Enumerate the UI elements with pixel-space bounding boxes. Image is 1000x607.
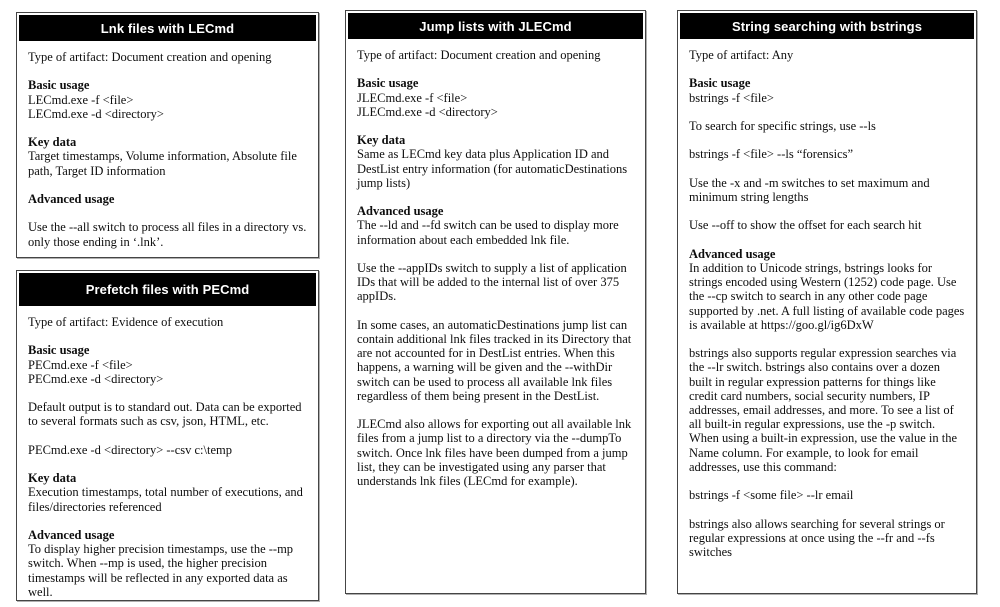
- text-block: [357, 133, 635, 190]
- text-block: [28, 400, 308, 428]
- text-block: [689, 147, 966, 161]
- panel-prefetch-pecmd: [16, 270, 319, 601]
- text-line: bstrings also supports regular expression searches via the --lr switch. bstrings also contains over a dozen built in regular expression patterns for things like credit card numbers, social security numbers, IP addresses, email addresses, and more. To see a list of all built-in regular expressions, use the -p switch. When using a built-in expression, use the value in the Name column. For example, to look for email addresses, use this command:: [689, 346, 957, 474]
- text-block: [28, 50, 308, 64]
- text-line: PECmd.exe -f <file>: [28, 357, 133, 372]
- text-block: [357, 318, 635, 403]
- text-block: [689, 346, 966, 474]
- panel-string-search-bstrings-body: [678, 41, 976, 565]
- text-block: [689, 176, 966, 204]
- text-line: In some cases, an automaticDestinations jump list can contain additional lnk files tracked in its Directory that are not accounted for in DestList entries. When this happens, a warning will be given and the --withDir switch can be used to process all available lnk files regardless of them being present in the DestList.: [357, 317, 632, 403]
- text-block: [689, 76, 966, 104]
- text-line: Use the -x and -m switches to set maximum and minimum string lengths: [689, 175, 930, 204]
- text-block: [357, 76, 635, 119]
- panel-lnk-lecmd-title: Lnk files with LECmd: [19, 15, 316, 41]
- text-block: [28, 78, 308, 121]
- text-block: [28, 192, 308, 249]
- text-line: PECmd.exe -d <directory>: [28, 371, 164, 386]
- section-heading: Basic usage: [689, 76, 751, 91]
- text-line: To display higher precision timestamps, use the --mp switch. When --mp is used, the higher precision timestamps will be reflected in any exported data as well.: [28, 542, 294, 599]
- text-block: [689, 247, 966, 332]
- text-line: In addition to Unicode strings, bstrings looks for strings encoded using Western (1252) code page. Use the --cp switch to search in any other code page supported by .net. A full listing of available code pages is available at https://goo.gl/ig6DxW: [689, 260, 965, 332]
- panel-prefetch-pecmd-title: Prefetch files with PECmd: [19, 273, 316, 306]
- text-block: [689, 517, 966, 560]
- text-line: Type of artifact: Document creation and opening: [28, 50, 272, 64]
- text-line: JLECmd.exe -d <directory>: [357, 104, 498, 119]
- text-line: Type of artifact: Evidence of execution: [28, 315, 224, 329]
- panel-jumplists-jlecmd: [345, 10, 646, 594]
- section-heading: Basic usage: [357, 76, 419, 91]
- text-block: [28, 315, 308, 329]
- section-heading: Basic usage: [28, 343, 90, 358]
- text-line: PECmd.exe -d <directory> --csv c:\temp: [28, 442, 232, 457]
- text-line: Same as LECmd key data plus Application ID and DestList entry information (for automaticDestinations jump lists): [357, 147, 628, 190]
- text-line: Use --off to show the offset for each search hit: [689, 218, 922, 233]
- text-block: [357, 417, 635, 488]
- text-line: Execution timestamps, total number of executions, and files/directories referenced: [28, 485, 303, 514]
- text-block: [357, 204, 635, 247]
- panel-string-search-bstrings: [677, 10, 977, 594]
- section-heading: Advanced usage: [28, 191, 115, 206]
- panel-lnk-lecmd: [16, 12, 319, 258]
- text-line: LECmd.exe -f <file>: [28, 92, 134, 107]
- panel-string-search-bstrings-title: String searching with bstrings: [680, 13, 974, 39]
- section-heading: Advanced usage: [357, 204, 444, 219]
- text-line: JLECmd.exe -f <file>: [357, 90, 468, 105]
- section-heading: Key data: [357, 133, 406, 148]
- text-line: Default output is to standard out. Data can be exported to several formats such as csv, json, HTML, etc.: [28, 400, 302, 429]
- text-line: Target timestamps, Volume information, Absolute file path, Target ID information: [28, 149, 297, 178]
- text-block: [689, 488, 966, 502]
- text-line: LECmd.exe -d <directory>: [28, 106, 164, 121]
- text-block: [28, 443, 308, 457]
- text-line: JLECmd also allows for exporting out all available lnk files from a jump list to a directory via the --dumpTo switch. Once lnk files have been dumped from a jump list, they can be investigated using any parser that understands lnk files (LECmd for example).: [357, 417, 632, 488]
- section-heading: Key data: [28, 135, 77, 150]
- text-block: [689, 48, 966, 62]
- text-block: [28, 528, 308, 599]
- text-line: Type of artifact: Any: [689, 48, 794, 62]
- text-line: Type of artifact: Document creation and opening: [357, 48, 601, 62]
- text-block: [357, 48, 635, 62]
- text-block: [689, 119, 966, 133]
- section-heading: Key data: [28, 471, 77, 486]
- text-line: To search for specific strings, use --ls: [689, 118, 876, 133]
- text-line: bstrings also allows searching for several strings or regular expressions at once using the --fr and --fs switches: [689, 516, 945, 559]
- text-line: bstrings -f <file>: [689, 90, 774, 105]
- section-heading: Advanced usage: [28, 527, 115, 542]
- panel-prefetch-pecmd-body: [17, 308, 318, 605]
- text-block: [357, 261, 635, 304]
- text-block: [28, 343, 308, 386]
- section-heading: Advanced usage: [689, 246, 776, 261]
- text-line: bstrings -f <file> --ls “forensics”: [689, 147, 854, 162]
- section-heading: Basic usage: [28, 78, 90, 93]
- text-line: Use the --all switch to process all files in a directory vs. only those ending in ‘.lnk’.: [28, 220, 307, 249]
- text-line: The --ld and --fd switch can be used to display more information about each embedded lnk file.: [357, 218, 619, 247]
- panel-jumplists-jlecmd-title: Jump lists with JLECmd: [348, 13, 643, 39]
- text-block: [28, 471, 308, 514]
- text-block: [28, 135, 308, 178]
- text-line: bstrings -f <some file> --lr email: [689, 488, 854, 503]
- text-line: Use the --appIDs switch to supply a list of application IDs that will be added to the internal list of over 375 appIDs.: [357, 260, 627, 304]
- text-block: [689, 218, 966, 232]
- panel-lnk-lecmd-body: [17, 43, 318, 255]
- panel-jumplists-jlecmd-body: [346, 41, 645, 494]
